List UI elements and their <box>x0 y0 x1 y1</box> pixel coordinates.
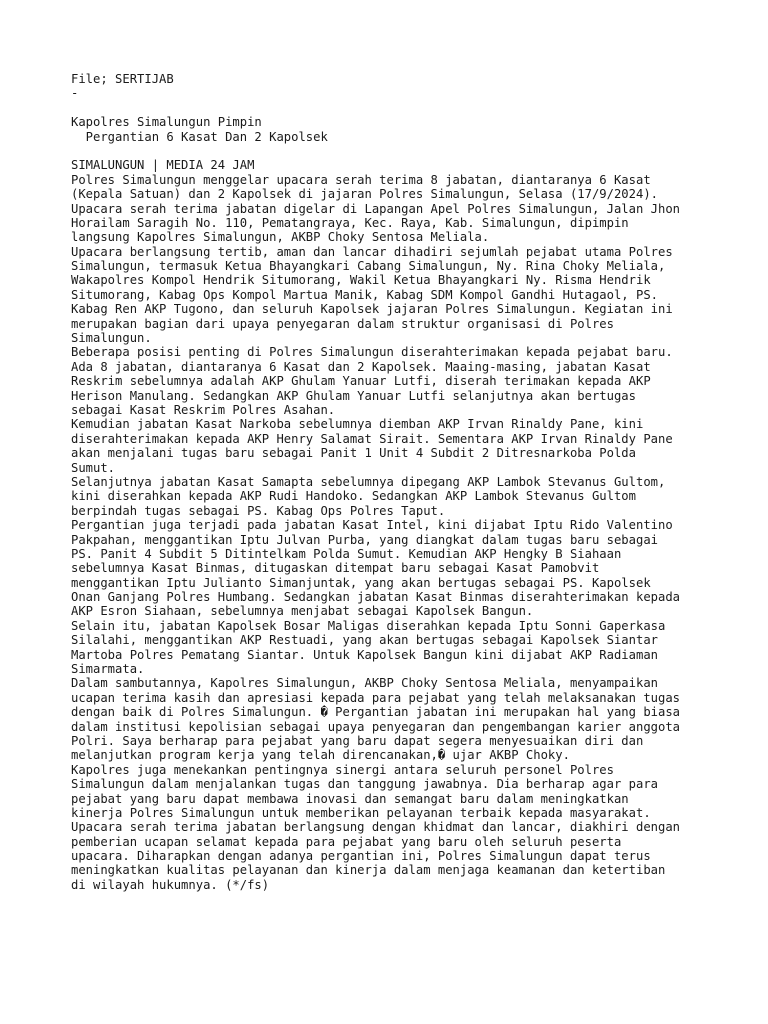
body-text-line: Situmorang, Kabag Ops Kompol Martua Manik, Kabag SDM Kompol Gandhi Hutagaol, PS. <box>71 287 658 302</box>
body-text-line: di wilayah hukumnya. (*/fs) <box>71 877 270 892</box>
body-text-line: Polri. Saya berharap para pejabat yang baru dapat segera menyesuaikan diri dan <box>71 733 644 748</box>
body-text-line: Upacara serah terima jabatan digelar di Lapangan Apel Polres Simalungun, Jalan Jhon <box>71 201 681 216</box>
body-text-line: langsung Kapolres Simalungun, AKBP Choky Sentosa Meliala. <box>71 230 490 245</box>
body-text-line: berpindah tugas sebagai PS. Kabag Ops Polres Taput. <box>71 503 446 518</box>
body-text-line: Wakapolres Kompol Hendrik Situmorang, Wakil Ketua Bhayangkari Ny. Risma Hendrik <box>71 273 651 288</box>
body-text-line: diserahterimakan kepada AKP Henry Salamat Sirait. Sementara AKP Irvan Rinaldy Pane <box>71 431 673 446</box>
body-text-line: Reskrim sebelumnya adalah AKP Ghulam Yanuar Lutfi, diserah terimakan kepada AKP <box>71 374 651 389</box>
body-text-line: kinerja Polres Simalungun untuk memberikan pelayanan terbaik kepada masyarakat. <box>71 805 651 820</box>
body-text-line: pejabat yang baru dapat membawa inovasi dan semangat baru dalam meningkatkan <box>71 791 629 806</box>
article-body <box>71 173 711 893</box>
body-text-line: kini diserahkan kepada AKP Rudi Handoko. Sedangkan AKP Lambok Stevanus Gultom <box>71 489 636 504</box>
spacer <box>71 101 711 115</box>
body-text-line: Martoba Polres Pematang Siantar. Untuk Kapolsek Bangun kini dijabat AKP Radiaman <box>71 647 658 662</box>
headline-line-1: Kapolres Simalungun Pimpin <box>71 115 262 130</box>
body-text-line: merupakan bagian dari upaya penyegaran dalam struktur organisasi di Polres <box>71 316 614 331</box>
separator-dash: - <box>71 86 79 101</box>
body-text-line: pemberian ucapan selamat kepada para pejabat yang baru oleh seluruh peserta <box>71 834 622 849</box>
body-text-line: Beberapa posisi penting di Polres Simalungun diserahterimakan kepada pejabat baru. <box>71 345 673 360</box>
body-text-line: Onan Ganjang Polres Humbang. Sedangkan jabatan Kasat Binmas diserahterimakan kepada <box>71 590 681 605</box>
spacer <box>71 144 711 158</box>
body-text-line: Selanjutnya jabatan Kasat Samapta sebelumnya dipegang AKP Lambok Stevanus Gultom, <box>71 474 666 489</box>
body-text-line: Upacara berlangsung tertib, aman dan lancar dihadiri sejumlah pejabat utama Polres <box>71 244 673 259</box>
body-text-line: meningkatkan kualitas pelayanan dan kinerja dalam menjaga keamanan dan ketertiban <box>71 863 666 878</box>
body-text-line: Simalungun. <box>71 331 152 346</box>
body-text-line: Simalungun, termasuk Ketua Bhayangkari Cabang Simalungun, Ny. Rina Choky Meliala, <box>71 259 666 274</box>
body-text-line: sebagai Kasat Reskrim Polres Asahan. <box>71 402 336 417</box>
body-text-line: (Kepala Satuan) dan 2 Kapolsek di jajaran Polres Simalungun, Selasa (17/9/2024). <box>71 187 658 202</box>
body-text-line: akan menjalani tugas baru sebagai Panit 1 Unit 4 Subdit 2 Ditresnarkoba Polda <box>71 446 636 461</box>
body-text-line: dengan baik di Polres Simalungun. � Pergantian jabatan ini merupakan hal yang biasa <box>71 705 681 720</box>
body-text-line: Herison Manulang. Sedangkan AKP Ghulam Yanuar Lutfi selanjutnya akan bertugas <box>71 388 636 403</box>
body-text-line: melanjutkan program kerja yang telah direncanakan,� ujar AKBP Choky. <box>71 748 570 763</box>
body-text-line: Sumut. <box>71 460 116 475</box>
body-text-line: dalam institusi kepolisian sebagai upaya penyegaran dan pengembangan karier anggota <box>71 719 681 734</box>
body-text-line: ucapan terima kasih dan apresiasi kepada para pejabat yang telah melaksanakan tugas <box>71 690 681 705</box>
document-page <box>71 72 711 892</box>
body-text-line: PS. Panit 4 Subdit 5 Ditintelkam Polda Sumut. Kemudian AKP Hengky B Siahaan <box>71 546 622 561</box>
headline-line-2: Pergantian 6 Kasat Dan 2 Kapolsek <box>71 129 328 144</box>
body-text-line: Kapolres juga menekankan pentingnya sinergi antara seluruh personel Polres <box>71 762 614 777</box>
body-text-line: Pergantian juga terjadi pada jabatan Kasat Intel, kini dijabat Iptu Rido Valentino <box>71 518 673 533</box>
body-text-line: Upacara serah terima jabatan berlangsung dengan khidmat dan lancar, diakhiri dengan <box>71 820 681 835</box>
body-text-line: upacara. Diharapkan dengan adanya pergantian ini, Polres Simalungun dapat terus <box>71 849 651 864</box>
body-text-line: Pakpahan, menggantikan Iptu Julvan Purba, yang diangkat dalam tugas baru sebagai <box>71 532 658 547</box>
body-text-line: menggantikan Iptu Julianto Simanjuntak, yang akan bertugas sebagai PS. Kapolsek <box>71 575 651 590</box>
body-text-line: AKP Esron Siahaan, sebelumnya menjabat sebagai Kapolsek Bangun. <box>71 604 534 619</box>
body-text-line: Dalam sambutannya, Kapolres Simalungun, AKBP Choky Sentosa Meliala, menyampaikan <box>71 676 658 691</box>
body-text-line: Simarmata. <box>71 662 145 677</box>
body-text-line: Silalahi, menggantikan AKP Restuadi, yang akan bertugas sebagai Kapolsek Siantar <box>71 633 658 648</box>
body-text-line: Kemudian jabatan Kasat Narkoba sebelumnya diemban AKP Irvan Rinaldy Pane, kini <box>71 417 644 432</box>
file-label: File; SERTIJAB <box>71 72 174 86</box>
body-text-line: Ada 8 jabatan, diantaranya 6 Kasat dan 2 Kapolsek. Maaing-masing, jabatan Kasat <box>71 359 651 374</box>
body-text-line: Kabag Ren AKP Tugono, dan seluruh Kapolsek jajaran Polres Simalungun. Kegiatan ini <box>71 302 673 317</box>
dateline: SIMALUNGUN | MEDIA 24 JAM <box>71 158 255 173</box>
body-text-line: Polres Simalungun menggelar upacara serah terima 8 jabatan, diantaranya 6 Kasat <box>71 172 651 187</box>
body-text-line: Horailam Saragih No. 110, Pematangraya, Kec. Raya, Kab. Simalungun, dipimpin <box>71 215 629 230</box>
body-text-line: Selain itu, jabatan Kapolsek Bosar Maligas diserahkan kepada Iptu Sonni Gaperkasa <box>71 618 666 633</box>
body-text-line: sebelumnya Kasat Binmas, ditugaskan ditempat baru sebagai Kasat Pamobvit <box>71 561 600 576</box>
body-text-line: Simalungun dalam menjalankan tugas dan tanggung jawabnya. Dia berharap agar para <box>71 777 658 792</box>
